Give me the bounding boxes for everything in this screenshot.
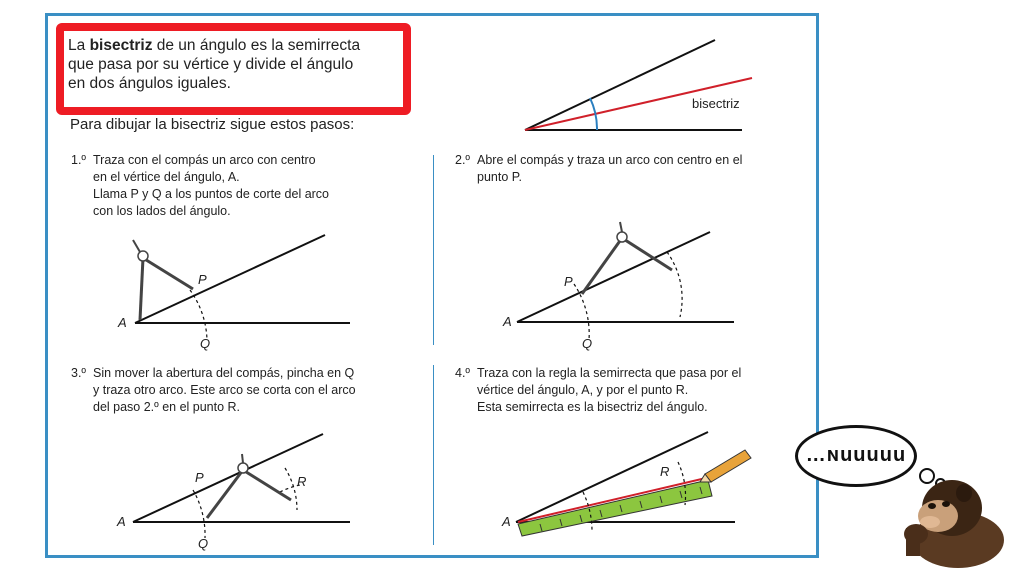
column-divider-bottom bbox=[433, 365, 434, 545]
compass-icon bbox=[133, 240, 193, 320]
step-1-figure bbox=[115, 232, 360, 352]
step-4-text: 4.º Traza con la regla la semirrecta que pasa por el vértice del ángulo, A, y por el punto R. Esta semirrecta es la bisectriz del ángulo. bbox=[455, 366, 742, 414]
step-1-text: 1.º Traza con el compás un arco con centro en el vértice del ángulo, A. Llama P y Q a los puntos de corte del arco con los lados del ángulo. bbox=[71, 153, 330, 218]
steps-intro: Para dibujar la bisectriz sigue estos pasos: bbox=[70, 116, 355, 133]
step-2-figure bbox=[502, 222, 742, 352]
compass-icon bbox=[207, 454, 291, 518]
bisector-label: bisectriz bbox=[692, 96, 740, 111]
svg-text:A: A bbox=[117, 514, 126, 529]
thought-bubble-text: …ɴuuuuu bbox=[805, 444, 907, 466]
definition-text: La bisectriz de un ángulo es la semirrecta que pasa por su vértice y divide el ángulo en dos ángulos iguales. bbox=[68, 37, 361, 92]
svg-text:A: A bbox=[118, 315, 127, 330]
svg-text:Q: Q bbox=[200, 336, 211, 351]
definition-term: bisectriz bbox=[89, 37, 153, 54]
svg-text:R: R bbox=[660, 464, 670, 479]
svg-text:R: R bbox=[297, 474, 307, 489]
step-3-text: 3.º Sin mover la abertura del compás, pincha en Q y traza otro arco. Este arco se corta con el arco del paso 2.º en el punto R. bbox=[71, 366, 356, 414]
step-4-figure bbox=[500, 430, 760, 548]
thinking-monkey-icon bbox=[878, 478, 1006, 556]
column-divider-top bbox=[433, 155, 434, 345]
bisector-figure bbox=[520, 38, 760, 134]
pencil-icon bbox=[700, 450, 751, 482]
step-3-figure bbox=[115, 430, 360, 552]
step-2-text: 2.º Abre el compás y traza un arco con centro en el punto P. bbox=[455, 153, 743, 184]
svg-text:A: A bbox=[503, 314, 512, 329]
svg-text:P: P bbox=[564, 274, 573, 289]
svg-text:A: A bbox=[502, 514, 511, 529]
compass-icon bbox=[582, 222, 672, 294]
svg-text:P: P bbox=[195, 470, 204, 485]
svg-text:Q: Q bbox=[582, 336, 593, 351]
svg-text:P: P bbox=[198, 272, 207, 287]
svg-text:Q: Q bbox=[198, 536, 209, 551]
